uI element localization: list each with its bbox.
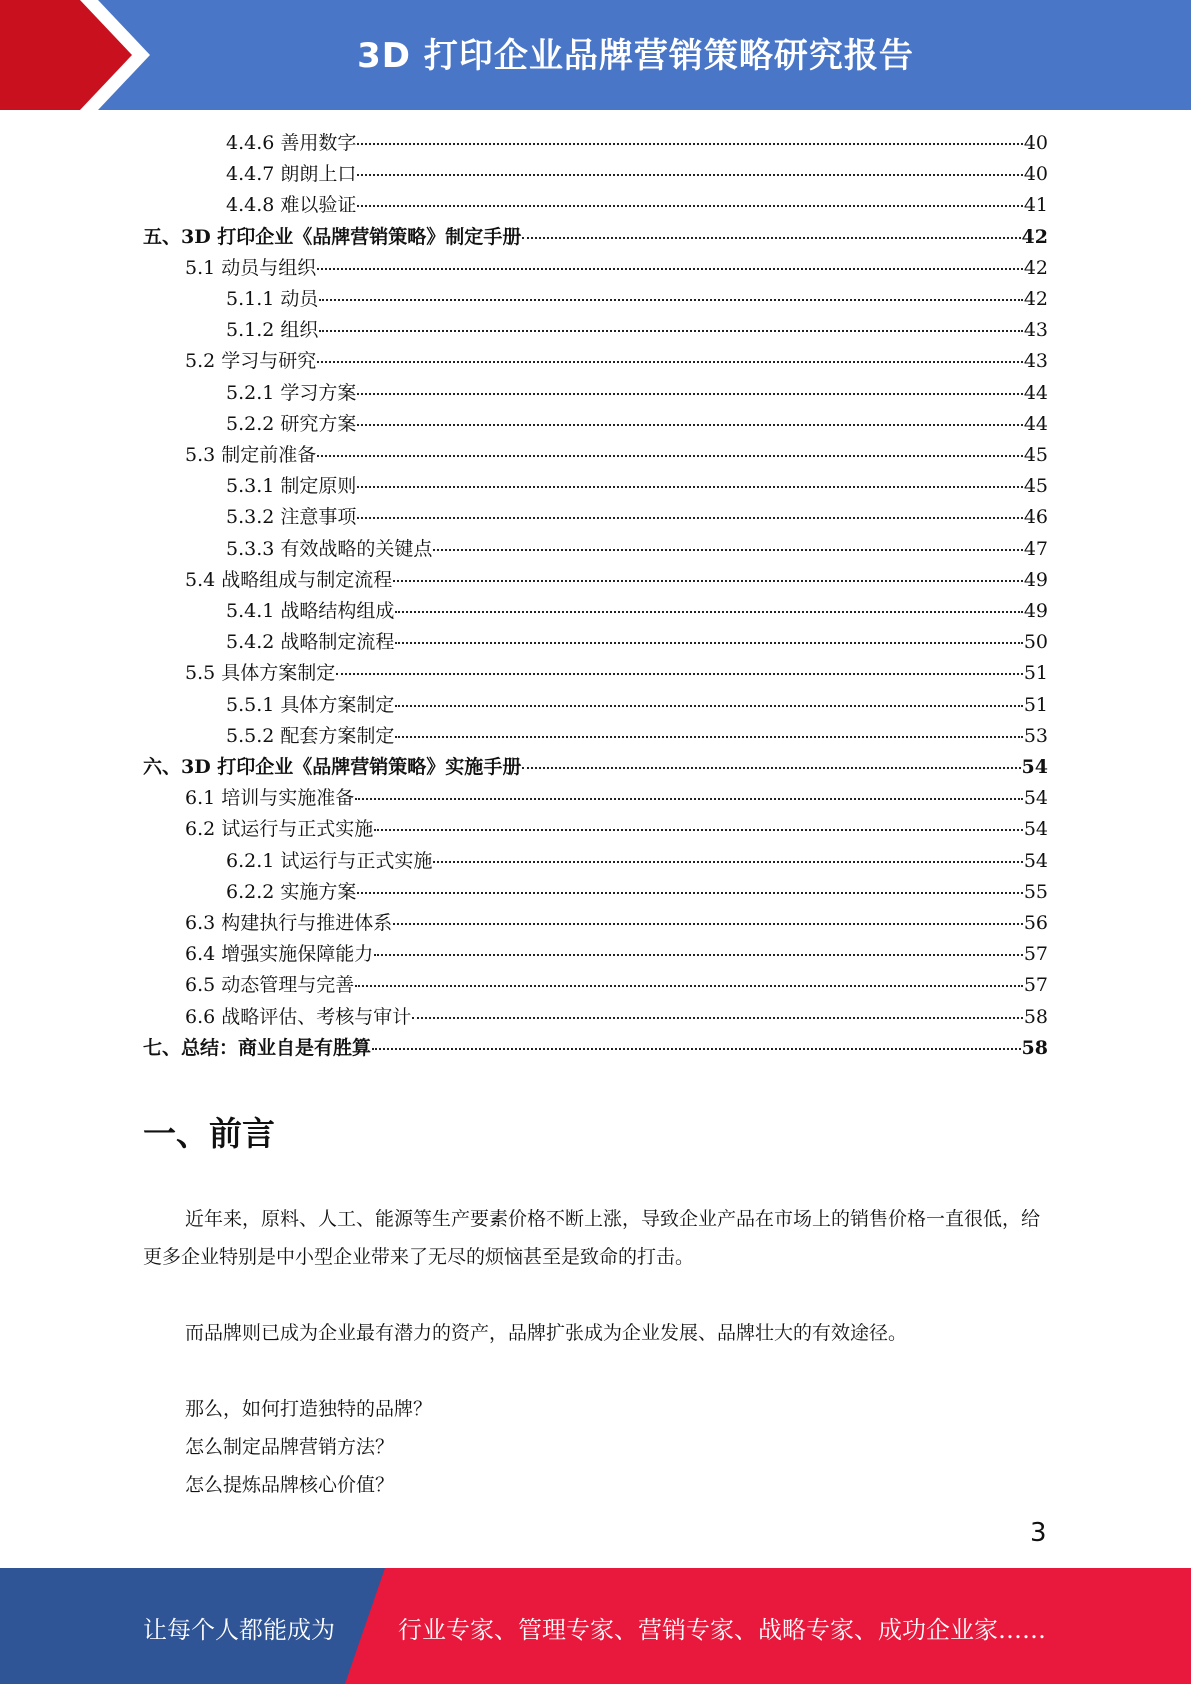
toc-entry[interactable] xyxy=(185,970,1048,1001)
toc-dot-leader xyxy=(355,798,1023,800)
toc-entry[interactable] xyxy=(226,502,1048,533)
page-number: 3 xyxy=(1030,1518,1047,1548)
toc-entry[interactable] xyxy=(185,814,1048,845)
toc-entry-label: 5.4 战略组成与制定流程 xyxy=(185,568,393,591)
toc-entry[interactable] xyxy=(185,939,1048,970)
intro-paragraph: 而品牌则已成为企业最有潜力的资产，品牌扩张成为企业发展、品牌壮大的有效途径。 xyxy=(185,1322,908,1344)
toc-entry[interactable] xyxy=(143,752,1048,783)
toc-dot-leader xyxy=(336,673,1023,675)
toc-entry[interactable] xyxy=(185,565,1048,596)
toc-entry[interactable] xyxy=(226,846,1048,877)
toc-entry-label: 六、3D 打印企业《品牌营销策略》实施手册 xyxy=(143,756,522,778)
toc-entry-label: 5.1 动员与组织 xyxy=(185,256,317,279)
toc-entry-page: 42 xyxy=(1023,288,1048,310)
toc-dot-leader xyxy=(319,330,1022,332)
toc-entry-label: 5.5.2 配套方案制定 xyxy=(226,724,395,747)
toc-entry-page: 53 xyxy=(1023,724,1048,747)
toc-entry[interactable] xyxy=(185,346,1048,377)
toc-dot-leader xyxy=(522,767,1020,769)
toc-entry-label: 5.3 制定前准备 xyxy=(185,444,317,466)
toc-entry-page: 57 xyxy=(1023,943,1048,966)
toc-entry-label: 4.4.8 难以验证 xyxy=(226,194,357,217)
toc-entry-label: 5.2.1 学习方案 xyxy=(226,381,357,404)
toc-dot-leader xyxy=(372,1048,1021,1050)
toc-entry[interactable] xyxy=(226,159,1048,190)
toc-entry-label: 5.4.1 战略结构组成 xyxy=(226,600,395,622)
footer-slogan-left: 让每个人都能成为 xyxy=(143,1616,335,1644)
toc-entry-page: 54 xyxy=(1023,818,1048,841)
toc-dot-leader xyxy=(395,705,1022,707)
toc-entry-label: 6.4 增强实施保障能力 xyxy=(185,943,374,966)
toc-entry[interactable] xyxy=(185,908,1048,939)
toc-entry[interactable] xyxy=(226,877,1048,908)
toc-entry[interactable] xyxy=(226,721,1048,752)
question-line: 怎么制定品牌营销方法？ xyxy=(185,1436,395,1458)
intro-paragraph: 近年来，原料、人工、能源等生产要素价格不断上涨，导致企业产品在市场上的销售价格一直很低，给更多企业特别是中小型企业带来了无尽的烦恼甚至是致命的打击。 xyxy=(143,1208,1041,1268)
toc-entry-label: 5.1.1 动员 xyxy=(226,288,319,310)
toc-entry[interactable] xyxy=(226,284,1048,315)
toc-entry-label: 6.2.2 实施方案 xyxy=(226,880,357,903)
toc-entry[interactable] xyxy=(226,378,1048,409)
toc-entry-page: 40 xyxy=(1023,132,1048,154)
toc-entry-label: 4.4.6 善用数字 xyxy=(226,132,357,154)
toc-dot-leader xyxy=(357,892,1022,894)
toc-entry-page: 41 xyxy=(1023,194,1048,217)
toc-dot-leader xyxy=(395,642,1022,644)
toc-entry-page: 46 xyxy=(1023,506,1048,529)
toc-entry-page: 50 xyxy=(1023,631,1048,654)
toc-dot-leader xyxy=(433,861,1022,863)
toc-dot-leader xyxy=(357,174,1022,176)
toc-entry-label: 6.6 战略评估、考核与审计 xyxy=(185,1005,412,1028)
toc-dot-leader xyxy=(374,954,1023,956)
toc-entry[interactable] xyxy=(185,440,1048,471)
toc-entry[interactable] xyxy=(226,534,1048,565)
toc-entry-page: 54 xyxy=(1021,756,1048,778)
toc-entry-label: 6.1 培训与实施准备 xyxy=(185,787,355,810)
toc-dot-leader xyxy=(357,486,1022,488)
toc-dot-leader xyxy=(412,1017,1023,1019)
toc-entry[interactable] xyxy=(226,190,1048,221)
toc-entry-page: 43 xyxy=(1023,350,1048,373)
toc-entry-page: 45 xyxy=(1023,475,1048,498)
toc-entry[interactable] xyxy=(226,596,1048,627)
toc-entry-page: 44 xyxy=(1023,412,1048,435)
toc-entry-page: 51 xyxy=(1023,662,1048,685)
toc-entry-page: 57 xyxy=(1023,974,1048,997)
toc-entry-label: 4.4.7 朗朗上口 xyxy=(226,163,357,186)
toc-dot-leader xyxy=(319,299,1022,301)
toc-entry-label: 五、3D 打印企业《品牌营销策略》制定手册 xyxy=(143,225,522,248)
toc-entry[interactable] xyxy=(226,128,1048,159)
toc-entry-page: 49 xyxy=(1023,600,1048,622)
toc-entry[interactable] xyxy=(226,409,1048,440)
toc-entry-label: 6.3 构建执行与推进体系 xyxy=(185,912,393,934)
toc-entry[interactable] xyxy=(185,1002,1048,1033)
toc-entry-label: 5.3.1 制定原则 xyxy=(226,475,357,498)
toc-entry[interactable] xyxy=(185,253,1048,284)
toc-entry-label: 5.2.2 研究方案 xyxy=(226,412,357,435)
toc-entry-page: 47 xyxy=(1023,537,1048,560)
toc-dot-leader xyxy=(317,361,1023,363)
toc-entry[interactable] xyxy=(143,1033,1048,1064)
question-line: 怎么提炼品牌核心价值？ xyxy=(185,1474,395,1496)
toc-entry-page: 54 xyxy=(1023,849,1048,872)
toc-entry-label: 5.2 学习与研究 xyxy=(185,350,317,373)
toc-entry-page: 43 xyxy=(1023,319,1048,342)
toc-entry-page: 58 xyxy=(1023,1005,1048,1028)
toc-entry-page: 54 xyxy=(1023,787,1048,810)
document-title: 3D 打印企业品牌营销策略研究报告 xyxy=(357,36,914,76)
toc-entry[interactable] xyxy=(143,222,1048,253)
question-line: 那么，如何打造独特的品牌？ xyxy=(185,1398,433,1420)
toc-entry-page: 44 xyxy=(1023,381,1048,404)
toc-dot-leader xyxy=(357,424,1022,426)
toc-dot-leader xyxy=(374,829,1023,831)
toc-dot-leader xyxy=(357,393,1022,395)
toc-dot-leader xyxy=(522,237,1020,239)
toc-dot-leader xyxy=(317,268,1023,270)
toc-dot-leader xyxy=(357,205,1022,207)
toc-entry-label: 5.5 具体方案制定 xyxy=(185,662,336,685)
toc-entry-page: 58 xyxy=(1021,1036,1048,1059)
toc-entry[interactable] xyxy=(185,658,1048,689)
toc-entry-label: 5.3.2 注意事项 xyxy=(226,506,357,529)
toc-dot-leader xyxy=(357,517,1022,519)
toc-dot-leader xyxy=(317,455,1023,457)
toc-entry[interactable] xyxy=(226,471,1048,502)
toc-entry-label: 6.2.1 试运行与正式实施 xyxy=(226,849,433,872)
toc-entry-page: 56 xyxy=(1023,912,1048,934)
section-heading: 一、前言 xyxy=(143,1114,275,1153)
page-footer xyxy=(0,1568,1191,1684)
toc-entry-page: 42 xyxy=(1021,225,1048,248)
toc-entry[interactable] xyxy=(226,627,1048,658)
footer-slogan-right: 行业专家、管理专家、营销专家、战略专家、成功企业家…… xyxy=(398,1616,1046,1644)
toc-entry-label: 七、总结：商业自是有胜算 xyxy=(143,1036,372,1059)
toc-entry-page: 42 xyxy=(1023,256,1048,279)
toc-entry[interactable] xyxy=(226,690,1048,721)
toc-entry-page: 51 xyxy=(1023,693,1048,716)
toc-entry-label: 6.5 动态管理与完善 xyxy=(185,974,355,997)
toc-entry-page: 55 xyxy=(1023,880,1048,903)
toc-dot-leader xyxy=(395,736,1022,738)
toc-entry-label: 5.3.3 有效战略的关键点 xyxy=(226,537,433,560)
toc-dot-leader xyxy=(355,985,1023,987)
toc-entry-page: 40 xyxy=(1023,163,1048,186)
toc-entry[interactable] xyxy=(185,783,1048,814)
toc-entry[interactable] xyxy=(226,315,1048,346)
toc-entry-label: 5.4.2 战略制定流程 xyxy=(226,631,395,654)
toc-entry-page: 45 xyxy=(1023,444,1048,466)
toc-entry-label: 6.2 试运行与正式实施 xyxy=(185,818,374,841)
toc-entry-label: 5.5.1 具体方案制定 xyxy=(226,693,395,716)
toc-entry-page: 49 xyxy=(1023,568,1048,591)
page-header xyxy=(0,0,1191,110)
toc-entry-label: 5.1.2 组织 xyxy=(226,319,319,342)
toc-dot-leader xyxy=(357,143,1022,145)
toc-dot-leader xyxy=(393,580,1023,582)
toc-dot-leader xyxy=(393,923,1023,925)
toc-dot-leader xyxy=(395,611,1022,613)
toc-dot-leader xyxy=(433,549,1022,551)
